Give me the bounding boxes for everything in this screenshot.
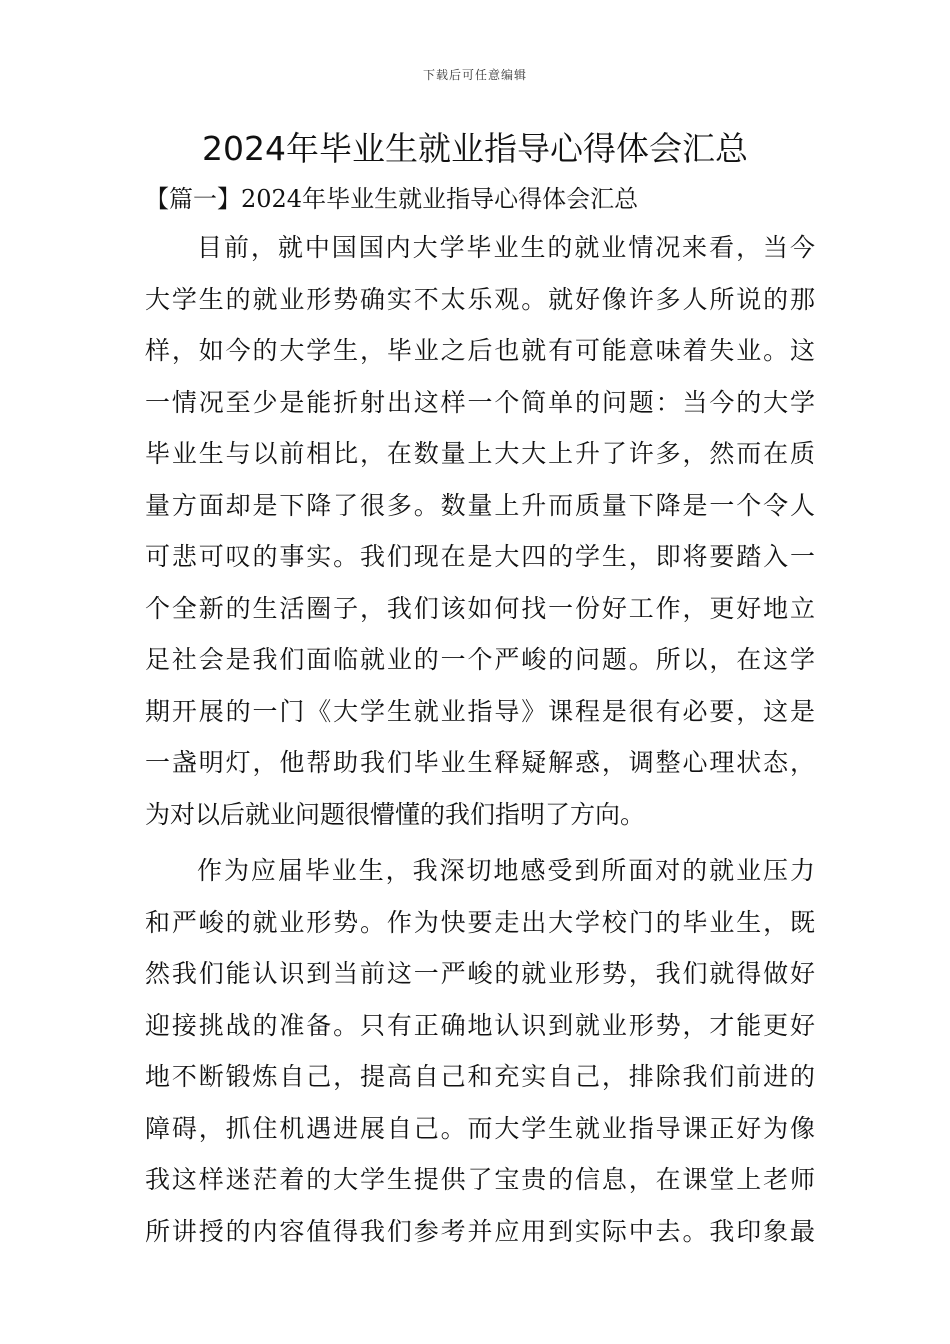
text-line: 大学生的就业形势确实不太乐观。就好像许多人所说的那 — [145, 284, 815, 314]
text-line: 样，如今的大学生，毕业之后也就有可能意味着失业。这 — [145, 336, 815, 365]
text-line: 地不断锻炼自己，提高自己和充实自己，排除我们前进的 — [145, 1062, 815, 1091]
text-line: 迎接挑战的准备。只有正确地认识到就业形势，才能更好 — [145, 1010, 815, 1040]
text-line: 为对以后就业问题很懵懂的我们指明了方向。 — [145, 799, 646, 829]
text-line: 目前，就中国国内大学毕业生的就业情况来看，当今 — [197, 233, 815, 262]
text-line: 毕业生与以前相比，在数量上大大上升了许多，然而在质 — [145, 439, 815, 468]
text-line: 作为应届毕业生，我深切地感受到所面对的就业压力 — [197, 856, 815, 885]
document-title: 2024年毕业生就业指导心得体会汇总 — [202, 129, 748, 168]
paragraph-1 — [145, 222, 815, 840]
section-heading: 【篇一】2024年毕业生就业指导心得体会汇总 — [145, 185, 639, 213]
text-line: 然我们能认识到当前这一严峻的就业形势，我们就得做好 — [145, 959, 815, 988]
paragraph-2 — [145, 845, 815, 1257]
text-line: 足社会是我们面临就业的一个严峻的问题。所以，在这学 — [145, 645, 815, 674]
text-line: 可悲可叹的事实。我们现在是大四的学生，即将要踏入一 — [145, 542, 815, 571]
text-line: 一情况至少是能折射出这样一个简单的问题：当今的大学 — [145, 387, 815, 417]
text-line: 和严峻的就业形势。作为快要走出大学校门的毕业生，既 — [145, 907, 815, 937]
page-header-note: 下载后可任意编辑 — [422, 68, 527, 82]
text-line: 障碍，抓住机遇进展自己。而大学生就业指导课正好为像 — [145, 1113, 815, 1143]
text-line: 我这样迷茫着的大学生提供了宝贵的信息，在课堂上老师 — [145, 1165, 815, 1194]
text-line: 量方面却是下降了很多。数量上升而质量下降是一个令人 — [145, 490, 815, 520]
document-body — [145, 222, 815, 1257]
text-line: 期开展的一门《大学生就业指导》课程是很有必要，这是 — [145, 696, 815, 726]
text-line: 个全新的生活圈子，我们该如何找一份好工作，更好地立 — [145, 593, 815, 623]
text-line: 一盏明灯，他帮助我们毕业生释疑解惑，调整心理状态， — [145, 748, 815, 777]
text-line: 所讲授的内容值得我们参考并应用到实际中去。我印象最 — [145, 1216, 815, 1246]
